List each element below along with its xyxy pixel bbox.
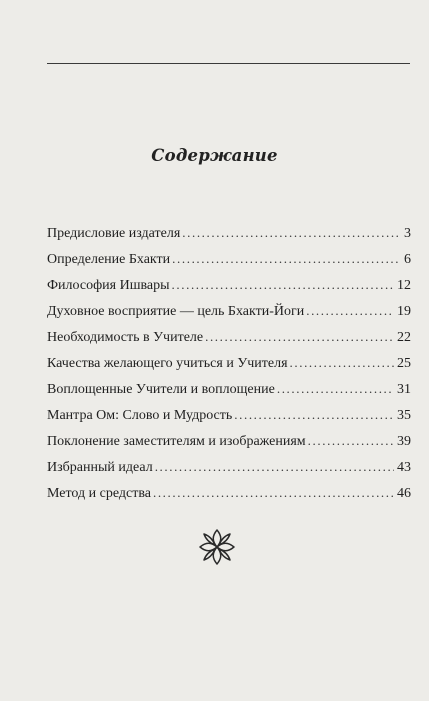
toc-entry[interactable] [47,406,411,432]
toc-entry[interactable] [47,432,411,458]
floral-ornament-icon [198,528,236,566]
toc-dot-leader [153,484,394,502]
toc-dot-leader [205,328,394,346]
toc-entry[interactable] [47,380,411,406]
toc-entry[interactable] [47,328,411,354]
toc-entry[interactable] [47,302,411,328]
toc-dot-leader [277,380,394,398]
toc-page-number: 25 [397,356,411,371]
toc-dot-leader [290,354,394,372]
top-rule [47,63,410,64]
toc-page-number: 19 [397,304,411,319]
toc-dot-leader [182,224,401,242]
toc-dot-leader [155,458,394,476]
toc-entry[interactable] [47,354,411,380]
table-of-contents [47,224,411,510]
toc-dot-leader [172,250,401,268]
toc-page-number: 43 [397,460,411,475]
toc-entry-title: Избранный идеал [47,460,153,475]
toc-entry-title: Духовное восприятие — цель Бхакти-Йоги [47,304,305,319]
toc-entry-title: Необходимость в Учителе [47,330,204,345]
toc-dot-leader [172,276,394,294]
toc-entry-title: Качества желающего учиться и Учителя [47,356,288,371]
toc-entry-title: Мантра Ом: Слово и Мудрость [47,408,233,423]
page-title: Содержание [151,146,278,165]
toc-entry[interactable] [47,250,411,276]
toc-entry-title: Воплощенные Учители и воплощение [47,382,275,397]
toc-entry[interactable] [47,458,411,484]
toc-page-number: 22 [397,330,411,345]
toc-entry-title: Поклонение заместителям и изображениям [47,434,306,449]
toc-entry-title: Метод и средства [47,486,151,501]
toc-dot-leader [306,302,394,320]
toc-dot-leader [308,432,394,450]
toc-entry[interactable] [47,224,411,250]
toc-page-number: 31 [397,382,411,397]
toc-page-number: 12 [397,278,411,293]
toc-page-number: 35 [397,408,411,423]
toc-page-number: 3 [404,226,411,241]
toc-entry-title: Определение Бхакти [47,252,171,267]
toc-dot-leader [234,406,394,424]
toc-entry[interactable] [47,276,411,302]
toc-page-number: 39 [397,434,411,449]
toc-entry-title: Философия Ишвары [47,278,170,293]
toc-page-number: 6 [404,252,411,267]
toc-entry[interactable] [47,484,411,510]
toc-page-number: 46 [397,486,411,501]
toc-entry-title: Предисловие издателя [47,226,181,241]
